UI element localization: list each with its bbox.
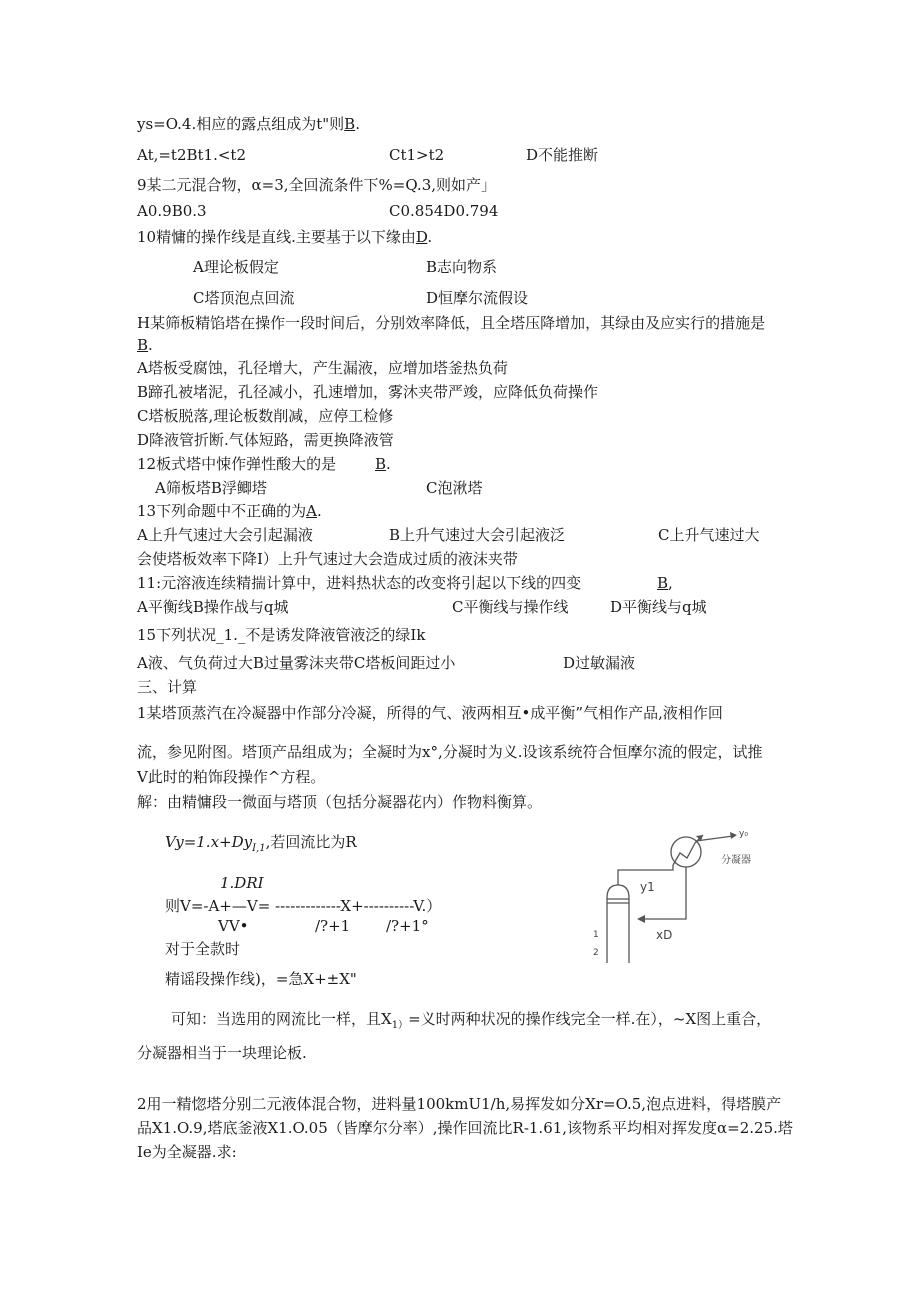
label-y0: y₀ [739,829,748,839]
q8-option-ab: At,=t2Bt1.<t2 [137,146,247,164]
calc1-eq2-numerator: 1.DRI [220,874,264,892]
q9-stem: 9某二元混合物，α=3,全回流条件下%=Q.3,则如产」 [137,176,497,194]
q12-stem: 12板式塔中悚作弹性酸大的是 [137,455,337,473]
condenser-coil [673,843,695,865]
vapour-product-arrow [730,832,737,839]
calc1-conclusion-line2: 分凝器相当于一块理论板. [137,1044,307,1062]
q14-option-ab: A平衡线B操作战与q城 [137,598,289,616]
q13-option-cd-cont: 会使塔板效率下降I）上升气速过大会造成过质的液沫夹带 [137,550,518,568]
q14-answer: B [657,574,669,592]
q10-stem [137,230,432,245]
calc1-eq1-main: Vy=1.x+Dy [165,833,253,851]
q14-option-c: C平衡线与操作线 [452,598,569,616]
calc1-total-reflux: 对于全款时 [165,940,241,958]
q11-option-d: D降液管折断.气体短路，需更换降液管 [137,431,394,449]
calc1-solution: 解：由精慵段一微面与塔顶（包括分凝器花内）作物料衡算。 [137,793,543,811]
q11-option-c: C塔板脱落,理论板数削减，应停工检修 [137,407,394,425]
q8-stem [137,117,360,132]
calc2-line1: 2用一精惚塔分别二元液体混合物，进料量100kmU1/h,易挥发如分Xr=O.5,泡点进料，得塔膜产 [137,1095,782,1113]
section-title: 三、计算 [137,678,198,696]
label-condenser: 分凝器 [721,855,751,866]
calc1-conclusion-part2: =义时两种状况的操作线完全一样.在），~X图上重合， [408,1010,772,1028]
calc1-eq1 [165,835,357,854]
q11-stem-suffix: . [148,336,153,354]
q13-answer: A [306,502,317,520]
q13-option-b: B上升气速过大会引起液泛 [389,526,566,544]
calc1-line2: 流，参见附图。塔顶产品组成为；全凝时为x°,分凝时为义.设该系统符合恒摩尔流的假定，试推 [137,743,763,761]
q11-answer: B [137,336,149,354]
q8-stem-prefix: ys=O.4.相应的露点组成为t"则 [137,115,345,133]
reflux-arrow [637,915,645,923]
calc1-eq2-denominator-c: /?+1° [386,917,429,935]
calc2-line3: Ie为全凝器.求: [137,1143,237,1161]
q10-stem-suffix: . [427,228,433,246]
calc1-line3: V此时的粕饰段操作^方程。 [137,768,326,786]
q12-option-c: C泡湫塔 [426,479,483,497]
calc1-conclusion-subscript: 1） [391,1020,409,1031]
q13-option-a: A上升气速过大会引起漏液 [137,526,313,544]
label-1: 1 [593,930,599,940]
q14-answer-group [657,576,673,591]
q14-stem: 11:元溶液连续精揣计算中，进料热状态的改变将引起以下线的四变 [137,574,582,592]
q10-answer: D [415,228,428,246]
calc1-eq2-denominator-b: /?+1 [315,917,351,935]
q11-option-b: B蹄孔被堵泥，孔径减小，孔速增加，雾沐夹带严竣，应降低负荷操作 [137,383,599,401]
q13-option-c: C上升气速过大 [658,526,760,544]
calc1-eq2-denominator-a: VV• [218,917,249,935]
q10-option-a: A理论板假定 [193,258,279,276]
q12-option-ab: A筛板塔B浮鲫塔 [155,479,267,497]
q11-option-a: A塔板受腐蚀，孔径增大，产生漏液，应增加塔釜热负荷 [137,359,508,377]
calc1-eq1-suffix: ,若回流比为R [265,833,357,851]
q14-option-d: D平衡线与q城 [610,598,707,616]
q10-option-d: D恒摩尔流假设 [426,289,529,307]
q11-answer-line [137,338,153,353]
q8-option-c: Ct1>t2 [389,146,445,164]
q15-option-abc: A液、气负荷过大B过量雾沫夹带C塔板间距过小 [137,654,456,672]
q13-stem-suffix: . [316,502,322,520]
q10-option-b: B志向物系 [426,258,498,276]
q15-stem: 15下列状况_1._不是诱发降液管液泛的绿Ik [137,626,426,644]
q11-stem: H某筛板精馅塔在操作一段时间后，分别效率降低，且全塔压降增加，其绿由及应实行的措施是 [137,314,766,332]
calc1-conclusion [171,1012,771,1031]
calc2-line2: 品X1.O.9,塔底釜液X1.O.05（皆摩尔分率）,操作回流比R-1.61,该物系平均相对挥发度α=2.25.塔 [137,1119,793,1137]
label-y1: y1 [640,880,655,894]
q8-stem-suffix: . [355,115,360,133]
q8-option-d: D不能推断 [526,146,599,164]
q9-option-cd: C0.854D0.794 [389,202,499,220]
q8-answer: B [344,115,356,133]
column-outline [607,885,629,963]
calc1-line1: 1某塔顶蒸汽在冷凝器中作部分冷凝，所得的气、液两相互•成平衡”气相作产品,液相作回 [137,704,723,722]
calc1-rect-line: 精谣段操作线)，=急X+±X" [165,970,357,988]
calc1-conclusion-part1: 可知：当选用的网流比一样，且X [171,1010,392,1028]
partial-condenser-diagram [585,823,795,973]
q10-stem-prefix: 10精慵的操作线是直线.主要基于以下缘由 [137,228,416,246]
q13-stem [137,504,322,519]
label-2: 2 [593,948,599,958]
q12-stem-suffix: . [386,455,391,473]
q12-answer: B [375,455,387,473]
calc1-eq1-subscript: I,1 [252,843,266,854]
label-xd: xD [656,928,673,942]
q12-answer-group [375,457,391,472]
q14-stem-suffix: , [668,574,673,592]
q15-option-d: D过敏漏液 [563,654,636,672]
q13-stem-prefix: 13下列命题中不正确的为 [137,502,307,520]
q10-option-c: C塔顶泡点回流 [193,289,295,307]
calc1-eq2: 则V=-A+—V= -------------X+----------V.） [165,897,442,915]
q9-option-ab: A0.9B0.3 [137,202,207,220]
